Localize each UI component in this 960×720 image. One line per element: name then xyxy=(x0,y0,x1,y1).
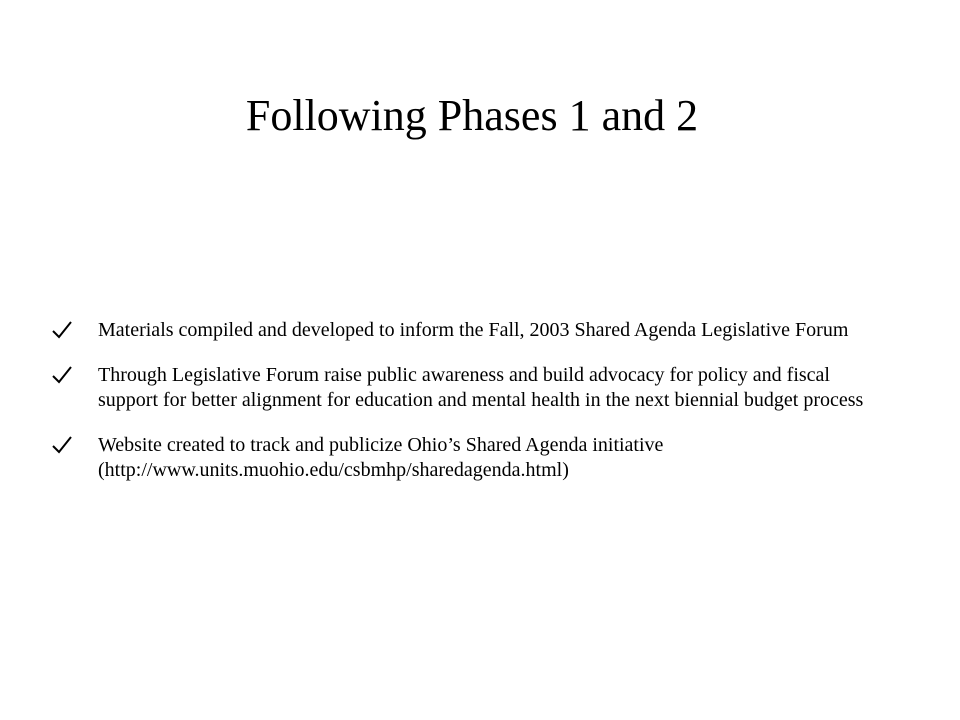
bullet-item xyxy=(48,318,888,343)
bullet-item xyxy=(48,363,888,413)
bullet-text: Through Legislative Forum raise public awareness and build advocacy for policy and fiscal support for better alignment for education and mental health in the next biennial budget process xyxy=(98,364,864,411)
bullet-list xyxy=(48,318,888,503)
checkmark-icon xyxy=(51,365,73,385)
checkmark-icon xyxy=(51,320,73,340)
checkmark-icon xyxy=(51,435,73,455)
bullet-text: Materials compiled and developed to inform the Fall, 2003 Shared Agenda Legislative Forum xyxy=(98,319,849,341)
bullet-text: Website created to track and publicize Ohio’s Shared Agenda initiative (http://www.units.muohio.edu/csbmhp/sharedagenda.html) xyxy=(98,434,664,481)
bullet-item xyxy=(48,433,888,483)
slide-title: Following Phases 1 and 2 xyxy=(245,91,699,140)
